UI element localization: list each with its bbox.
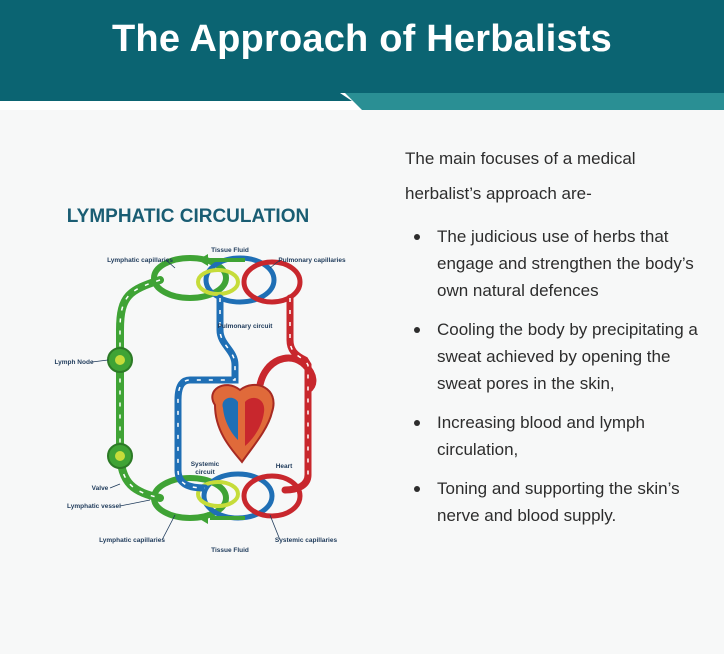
- intro-line-2: herbalist’s approach are-: [405, 184, 592, 203]
- approach-text: [405, 141, 705, 541]
- page-title: The Approach of Herbalists: [112, 18, 612, 60]
- bottom-capillary-bed: [154, 474, 300, 518]
- heart-illustration: [212, 385, 273, 462]
- label-lymphatic-capillaries-bottom: Lymphatic capillaries: [99, 537, 165, 544]
- label-tissue-fluid-bottom: Tissue Fluid: [211, 547, 249, 554]
- artery-path: [285, 298, 308, 490]
- focus-item-cooling: Cooling the body by precipitating a sweat achieved by opening the sweat pores in the skin,: [437, 316, 705, 397]
- label-lymph-node: Lymph Node: [54, 359, 94, 366]
- focus-item-circulation: Increasing blood and lymph circulation,: [437, 409, 705, 463]
- diagram-title: LYMPHATIC CIRCULATION: [66, 206, 310, 227]
- intro-text: [405, 141, 705, 211]
- focus-item-toning: Toning and supporting the skin’s nerve and blood supply.: [437, 475, 705, 529]
- label-lymphatic-vessel: Lymphatic vessel: [67, 503, 121, 510]
- content-area: [0, 110, 724, 654]
- label-systemic-circuit-2: circuit: [195, 469, 215, 476]
- label-tissue-fluid-top: Tissue Fluid: [211, 247, 249, 254]
- label-systemic-capillaries: Systemic capillaries: [274, 537, 338, 544]
- label-valve: Valve: [91, 485, 109, 492]
- top-capillary-bed: [154, 258, 300, 302]
- label-heart: Heart: [275, 463, 293, 470]
- label-lymphatic-capillaries-top: Lymphatic capillaries: [107, 257, 173, 264]
- lymph-node-lower: [108, 444, 132, 468]
- focus-list: [405, 223, 705, 529]
- label-pulmonary-circuit: Pulmonary circuit: [217, 323, 273, 330]
- lymph-node-upper: [108, 348, 132, 372]
- lymphatic-circulation-diagram: [40, 200, 370, 570]
- label-systemic-circuit-1: Systemic: [190, 461, 220, 468]
- page-header: [0, 0, 724, 110]
- focus-item-herbs: The judicious use of herbs that engage and strengthen the body’s own natural defences: [437, 223, 705, 304]
- label-pulmonary-capillaries: Pulmonary capillaries: [278, 257, 346, 264]
- intro-line-1: The main focuses of a medical: [405, 149, 636, 168]
